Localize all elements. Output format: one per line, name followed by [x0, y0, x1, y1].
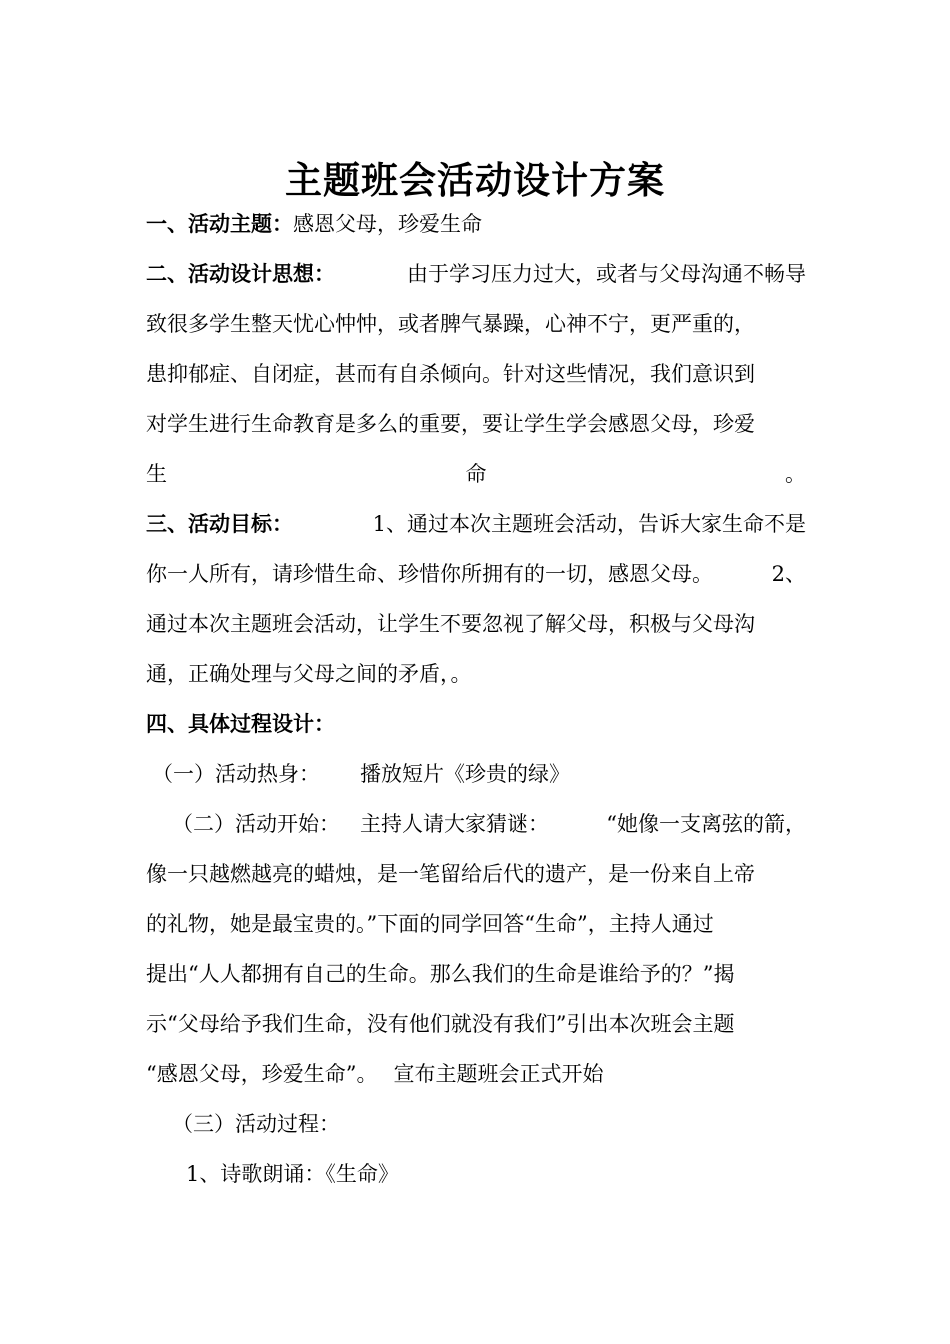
document-body	[146, 199, 806, 1199]
paragraph-text: 。	[785, 462, 806, 486]
paragraph-text: 你一人所有，请珍惜生命、珍惜你所拥有的一切，感恩父母。	[146, 562, 713, 586]
process-label: （三）活动过程：	[172, 1112, 340, 1136]
process-item: 1、诗歌朗诵：《生命》	[186, 1162, 399, 1186]
paragraph-text: “感恩父母，珍爱生命”。	[146, 1062, 378, 1086]
section-text: 感恩父母，珍爱生命	[293, 212, 482, 236]
paragraph-line	[146, 1049, 806, 1099]
subsection-label: （一）活动热身：	[152, 762, 320, 786]
paragraph-text: 由于学习压力过大，或者与父母沟通不畅导	[407, 262, 806, 286]
section-activity-theme	[146, 199, 806, 249]
warmup-line	[146, 749, 806, 799]
document-title: 主题班会活动设计方案	[285, 158, 665, 202]
paragraph-text: 2、	[771, 562, 806, 586]
section-heading: 三、活动目标：	[146, 511, 293, 536]
paragraph-text: 1、通过本次主题班会活动，告诉大家生命不是	[372, 512, 806, 536]
section-goals-line1	[146, 499, 806, 549]
section-design-idea-line1	[146, 249, 806, 299]
paragraph-text: 宣布主题班会正式开始	[393, 1062, 604, 1086]
paragraph-line: 像一只越燃越亮的蜡烛，是一笔留给后代的遗产，是一份来自上帝	[146, 862, 755, 886]
paragraph-line: 通过本次主题班会活动，让学生不要忽视了解父母，积极与父母沟	[146, 612, 755, 636]
paragraph-text: 命	[465, 462, 487, 486]
paragraph-line: 致很多学生整天忧心忡忡，或者脾气暴躁，心神不宁，更严重的，	[146, 312, 755, 336]
paragraph-line: 示“父母给予我们生命，没有他们就没有我们”引出本次班会主题	[146, 1012, 735, 1036]
start-line1	[146, 799, 806, 849]
paragraph-line-justified	[146, 449, 806, 499]
section-heading: 一、活动主题：	[146, 211, 293, 236]
paragraph-text: 生	[146, 462, 167, 486]
paragraph-line	[146, 549, 806, 599]
paragraph-line: 提出“人人都拥有自己的生命。那么我们的生命是谁给予的？”揭	[146, 962, 735, 986]
paragraph-line: 对学生进行生命教育是多么的重要，要让学生学会感恩父母，珍爱	[146, 412, 755, 436]
paragraph-line: 的礼物，她是最宝贵的。”下面的同学回答“生命”，主持人通过	[146, 912, 714, 936]
subsection-label: （二）活动开始：	[172, 812, 340, 836]
section-heading: 二、活动设计思想：	[146, 261, 335, 286]
section-heading: 四、具体过程设计：	[146, 711, 335, 736]
paragraph-line: 通，正确处理与父母之间的矛盾，。	[146, 662, 472, 686]
subsection-text: “她像一支离弦的箭，	[606, 812, 806, 836]
paragraph-line: 患抑郁症、自闭症，甚而有自杀倾向。针对这些情况，我们意识到	[146, 362, 755, 386]
subsection-text: 播放短片《珍贵的绿》	[360, 762, 570, 786]
subsection-text: 主持人请大家猜谜：	[360, 812, 549, 836]
